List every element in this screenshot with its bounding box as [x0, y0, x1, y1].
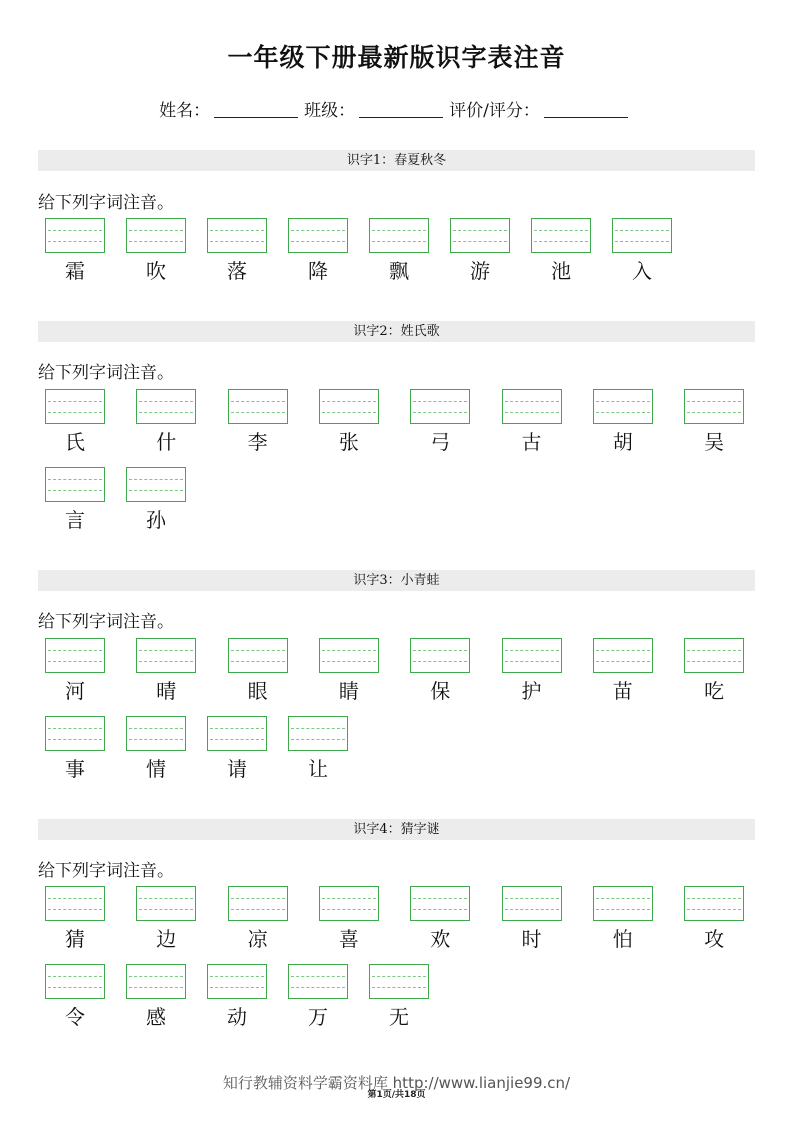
hanzi-char: 入 — [632, 259, 652, 283]
pinyin-box[interactable] — [126, 467, 186, 502]
pinyin-box[interactable] — [502, 389, 562, 424]
pinyin-box[interactable] — [126, 964, 186, 999]
pinyin-box[interactable] — [207, 218, 267, 253]
hanzi-char: 欢 — [430, 927, 451, 951]
pinyin-box[interactable] — [684, 638, 744, 673]
pinyin-box[interactable] — [531, 218, 591, 253]
hanzi-char: 边 — [156, 927, 177, 951]
hanzi-char: 请 — [227, 757, 247, 781]
pinyin-box[interactable] — [410, 389, 470, 424]
pinyin-box[interactable] — [502, 886, 562, 921]
hanzi-char: 什 — [156, 430, 177, 454]
name-label: 姓名： — [159, 101, 211, 121]
pinyin-box[interactable] — [207, 716, 267, 751]
hanzi-char: 胡 — [612, 430, 633, 454]
hanzi-char: 时 — [521, 927, 542, 951]
hanzi-char: 言 — [65, 508, 85, 532]
pinyin-box[interactable] — [45, 467, 105, 502]
pinyin-box[interactable] — [410, 638, 470, 673]
hanzi-char: 降 — [308, 259, 328, 283]
hanzi-char: 猜 — [65, 927, 85, 951]
section-header: 识字1：春夏秋冬 — [38, 150, 755, 171]
pinyin-box[interactable] — [45, 218, 105, 253]
hanzi-char: 情 — [146, 757, 166, 781]
hanzi-char: 攻 — [704, 927, 725, 951]
hanzi-char: 感 — [146, 1005, 166, 1029]
pinyin-box[interactable] — [45, 716, 105, 751]
hanzi-char: 晴 — [156, 679, 177, 703]
instruction-text: 给下列字词注音。 — [38, 363, 174, 383]
pinyin-box[interactable] — [45, 389, 105, 424]
hanzi-char: 氏 — [65, 430, 85, 454]
page-number: 第1页/共18页 — [367, 1090, 426, 1100]
pinyin-box[interactable] — [45, 964, 105, 999]
hanzi-char: 喜 — [338, 927, 359, 951]
pinyin-box[interactable] — [612, 218, 672, 253]
pinyin-box[interactable] — [126, 716, 186, 751]
hanzi-char: 令 — [65, 1005, 85, 1029]
pinyin-box[interactable] — [369, 964, 429, 999]
hanzi-char: 吴 — [704, 430, 725, 454]
hanzi-char: 河 — [65, 679, 85, 703]
instruction-text: 给下列字词注音。 — [38, 861, 174, 881]
pinyin-box[interactable] — [319, 389, 379, 424]
pinyin-box[interactable] — [288, 218, 348, 253]
hanzi-char: 让 — [308, 757, 328, 781]
score-label: 评价/评分： — [449, 101, 540, 121]
hanzi-char: 池 — [551, 259, 571, 283]
hanzi-char: 保 — [430, 679, 451, 703]
hanzi-char: 吃 — [704, 679, 725, 703]
section-header: 识字3：小青蛙 — [38, 570, 755, 591]
watermark-text: 知行教辅资料学霸资料库 http://www.lianjie99.cn/ — [222, 1074, 571, 1092]
pinyin-box[interactable] — [319, 886, 379, 921]
pinyin-box[interactable] — [288, 964, 348, 999]
pinyin-box[interactable] — [369, 218, 429, 253]
hanzi-char: 游 — [470, 259, 490, 283]
hanzi-char: 飘 — [389, 259, 409, 283]
page-title: 一年级下册最新版识字表注音 — [227, 43, 566, 72]
pinyin-box[interactable] — [136, 389, 196, 424]
name-blank[interactable] — [214, 116, 298, 118]
pinyin-box[interactable] — [228, 389, 288, 424]
hanzi-char: 万 — [308, 1005, 328, 1029]
pinyin-box[interactable] — [136, 638, 196, 673]
section-header: 识字4：猜字谜 — [38, 819, 755, 840]
pinyin-box[interactable] — [593, 638, 653, 673]
pinyin-box[interactable] — [684, 886, 744, 921]
class-blank[interactable] — [359, 116, 443, 118]
hanzi-char: 苗 — [612, 679, 633, 703]
pinyin-box[interactable] — [410, 886, 470, 921]
hanzi-char: 孙 — [146, 508, 166, 532]
hanzi-char: 动 — [227, 1005, 247, 1029]
pinyin-box[interactable] — [228, 638, 288, 673]
pinyin-box[interactable] — [45, 886, 105, 921]
instruction-text: 给下列字词注音。 — [38, 193, 174, 213]
score-blank[interactable] — [544, 116, 628, 118]
pinyin-box[interactable] — [228, 886, 288, 921]
hanzi-char: 吹 — [146, 259, 166, 283]
hanzi-char: 落 — [227, 259, 247, 283]
pinyin-box[interactable] — [593, 389, 653, 424]
pinyin-box[interactable] — [684, 389, 744, 424]
hanzi-char: 李 — [247, 430, 268, 454]
pinyin-box[interactable] — [319, 638, 379, 673]
hanzi-char: 霜 — [65, 259, 85, 283]
class-label: 班级： — [304, 101, 356, 121]
pinyin-box[interactable] — [450, 218, 510, 253]
pinyin-box[interactable] — [502, 638, 562, 673]
hanzi-char: 怕 — [612, 927, 633, 951]
pinyin-box[interactable] — [45, 638, 105, 673]
hanzi-char: 护 — [521, 679, 542, 703]
hanzi-char: 睛 — [338, 679, 359, 703]
student-info-row — [0, 96, 793, 121]
hanzi-char: 事 — [65, 757, 85, 781]
pinyin-box[interactable] — [126, 218, 186, 253]
hanzi-char: 凉 — [247, 927, 268, 951]
pinyin-box[interactable] — [136, 886, 196, 921]
hanzi-char: 弓 — [430, 430, 451, 454]
section-header: 识字2：姓氏歌 — [38, 321, 755, 342]
hanzi-char: 眼 — [247, 679, 268, 703]
pinyin-box[interactable] — [593, 886, 653, 921]
pinyin-box[interactable] — [288, 716, 348, 751]
hanzi-char: 古 — [521, 430, 542, 454]
hanzi-char: 张 — [338, 430, 359, 454]
hanzi-char: 无 — [389, 1005, 409, 1029]
instruction-text: 给下列字词注音。 — [38, 612, 174, 632]
pinyin-box[interactable] — [207, 964, 267, 999]
